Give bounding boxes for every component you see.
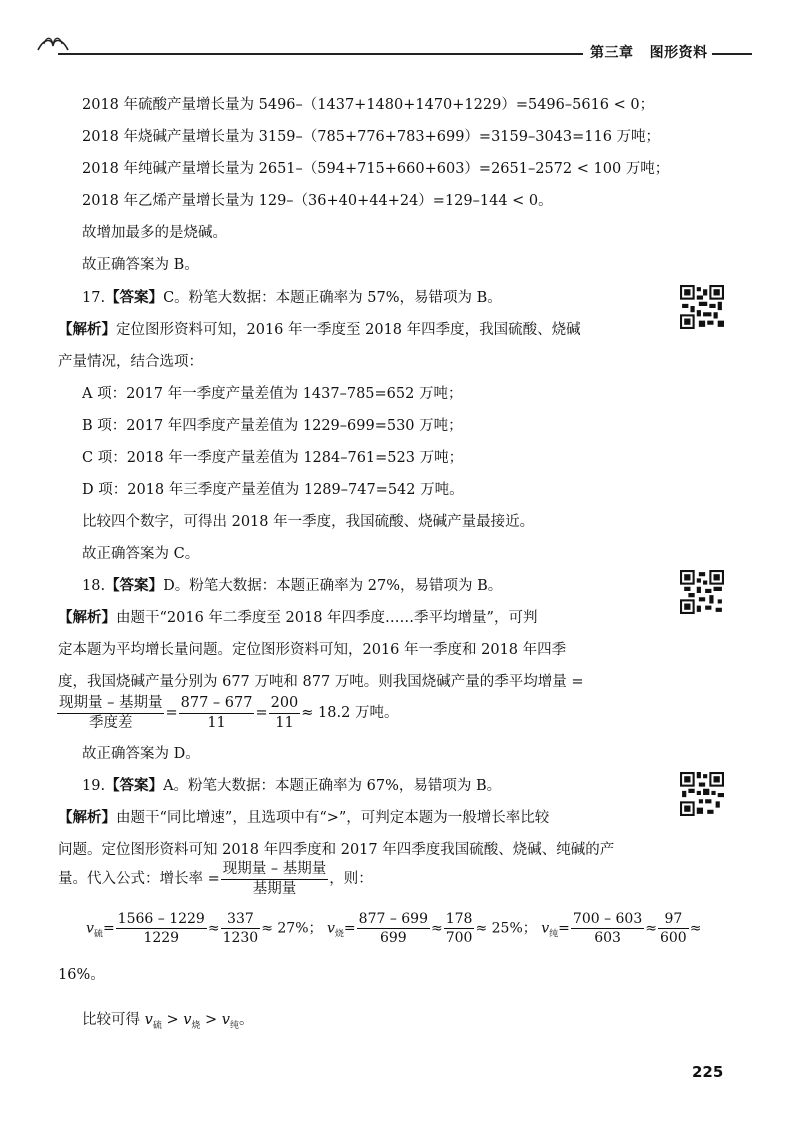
header-rule-left xyxy=(58,53,583,55)
growth-rate-calculations: $v_硫=$ $\frac{1566 - 1229}{1229}$ ≈ $\frac{337}{1230}$ ≈ 27%； $v_烧=$ $\frac{877 - 699}{699}$ ≈ $\frac{178}{700}$ ≈ 25%； $v_纯=$ $\frac{700 - 603}{603}$ ≈ $\frac{97}{600}$ ≈ xyxy=(86,911,702,946)
option-c: C 项：2018 年一季度产量差值为 1284–761=523 万吨； xyxy=(82,450,464,466)
analysis-tag: 【解析】 xyxy=(58,810,116,826)
text-line: 产量情况，结合选项： xyxy=(58,354,203,370)
answer-tag: 【答案】 xyxy=(105,578,164,594)
text-line: 2018 年烧碱产量增长量为 3159–（785+776+783+699）=3159–3043=116 万吨； xyxy=(82,129,661,145)
fraction: $\frac{178}{700}$ xyxy=(445,911,473,946)
text-line: 2018 年硫酸产量增长量为 5496–（1437+1480+1470+1229）=5496–5616 < 0； xyxy=(82,97,655,113)
fraction: $\frac{1566 - 1229}{1229}$ xyxy=(117,911,205,946)
option-b: B 项：2017 年四季度产量差值为 1229–699=530 万吨； xyxy=(82,418,463,434)
text-line: 故正确答案为 B。 xyxy=(82,257,199,273)
option-a: A 项：2017 年一季度产量差值为 1437–785=652 万吨； xyxy=(82,386,463,402)
fraction: $\frac{877 - 699}{699}$ xyxy=(358,911,428,946)
growth-rate-formula: 量。代入公式：增长率 = $\frac{\text{现期量 – 基期量}}{\text{基期量}}$ ，则： xyxy=(58,861,373,897)
question-17-analysis: 【解析】定位图形资料可知，2016 年一季度至 2018 年四季度，我国硫酸、烧碱 xyxy=(58,322,581,338)
fraction: $\frac{\text{现期量 – 基期量}}{\text{基期量}}$ xyxy=(222,861,327,897)
answer-tag: 【答案】 xyxy=(105,778,164,794)
text-line: 故增加最多的是烧碱。 xyxy=(82,225,227,241)
text-line: 故正确答案为 C。 xyxy=(82,546,200,562)
text-line: 2018 年纯碱产量增长量为 2651–（594+715+660+603）=2651–2572 < 100 万吨； xyxy=(82,161,670,177)
running-header xyxy=(590,42,708,62)
fraction: $\frac{700 - 603}{603}$ xyxy=(572,911,643,946)
question-19-answer: 19.【答案】A。粉笔大数据：本题正确率为 67%，易错项为 B。 xyxy=(82,778,502,794)
fraction: $\frac{337}{1230}$ xyxy=(222,911,259,946)
text-line: 16%。 xyxy=(58,967,105,983)
header-rule-right xyxy=(712,53,752,55)
answer-tag: 【答案】 xyxy=(105,290,164,306)
text-line: 问题。定位图形资料可知 2018 年四季度和 2017 年四季度我国硫酸、烧碱、纯碱的产 xyxy=(58,842,615,858)
fraction: $\frac{200}{11}$ xyxy=(270,695,299,731)
page-number: 225 xyxy=(692,1063,724,1081)
question-18-analysis: 【解析】由题干“2016 年二季度至 2018 年四季度……季平均增量”，可判 xyxy=(58,610,538,626)
analysis-tag: 【解析】 xyxy=(58,322,116,338)
question-19-analysis: 【解析】由题干“同比增速”，且选项中有“>”，可判定本题为一般增长率比较 xyxy=(58,810,550,826)
option-d: D 项：2018 年三季度产量差值为 1289–747=542 万吨。 xyxy=(82,482,464,498)
chapter-label: 第三章 xyxy=(590,45,634,61)
text-line: 故正确答案为 D。 xyxy=(82,746,200,762)
formula-average-increase: $\frac{\text{现期量 – 基期量}}{\text{季度差}}$ = $\frac{877 - 677}{11}$ = $\frac{200}{11}$ ≈ 18.2 万吨。 xyxy=(59,695,399,731)
fraction: $\frac{\text{现期量 – 基期量}}{\text{季度差}}$ xyxy=(59,695,163,731)
text-line: 2018 年乙烯产量增长量为 129–（36+40+44+24）=129–144 < 0。 xyxy=(82,193,553,209)
question-17-answer: 17.【答案】C。粉笔大数据：本题正确率为 57%，易错项为 B。 xyxy=(82,290,502,306)
section-label: 图形资料 xyxy=(649,45,708,61)
qr-code-icon[interactable] xyxy=(680,285,724,329)
text-line: 定本题为平均增长量问题。定位图形资料可知，2016 年一季度和 2018 年四季 xyxy=(58,642,567,658)
qr-code-icon[interactable] xyxy=(680,772,724,816)
text-line: 比较四个数字，可得出 2018 年一季度，我国硫酸、烧碱产量最接近。 xyxy=(82,514,535,530)
fraction: $\frac{877 - 677}{11}$ xyxy=(180,695,253,731)
qr-code-icon[interactable] xyxy=(680,570,724,614)
text-line: 度，我国烧碱产量分别为 677 万吨和 877 万吨。则我国烧碱产量的季平均增量 = xyxy=(58,674,584,690)
question-18-answer: 18.【答案】D。粉笔大数据：本题正确率为 27%，易错项为 B。 xyxy=(82,578,503,594)
analysis-tag: 【解析】 xyxy=(58,610,116,626)
fraction: $\frac{97}{600}$ xyxy=(659,911,687,946)
comparison-result: 比较可得 $v_硫 > v_烧 > v_纯$。 xyxy=(82,1012,254,1031)
